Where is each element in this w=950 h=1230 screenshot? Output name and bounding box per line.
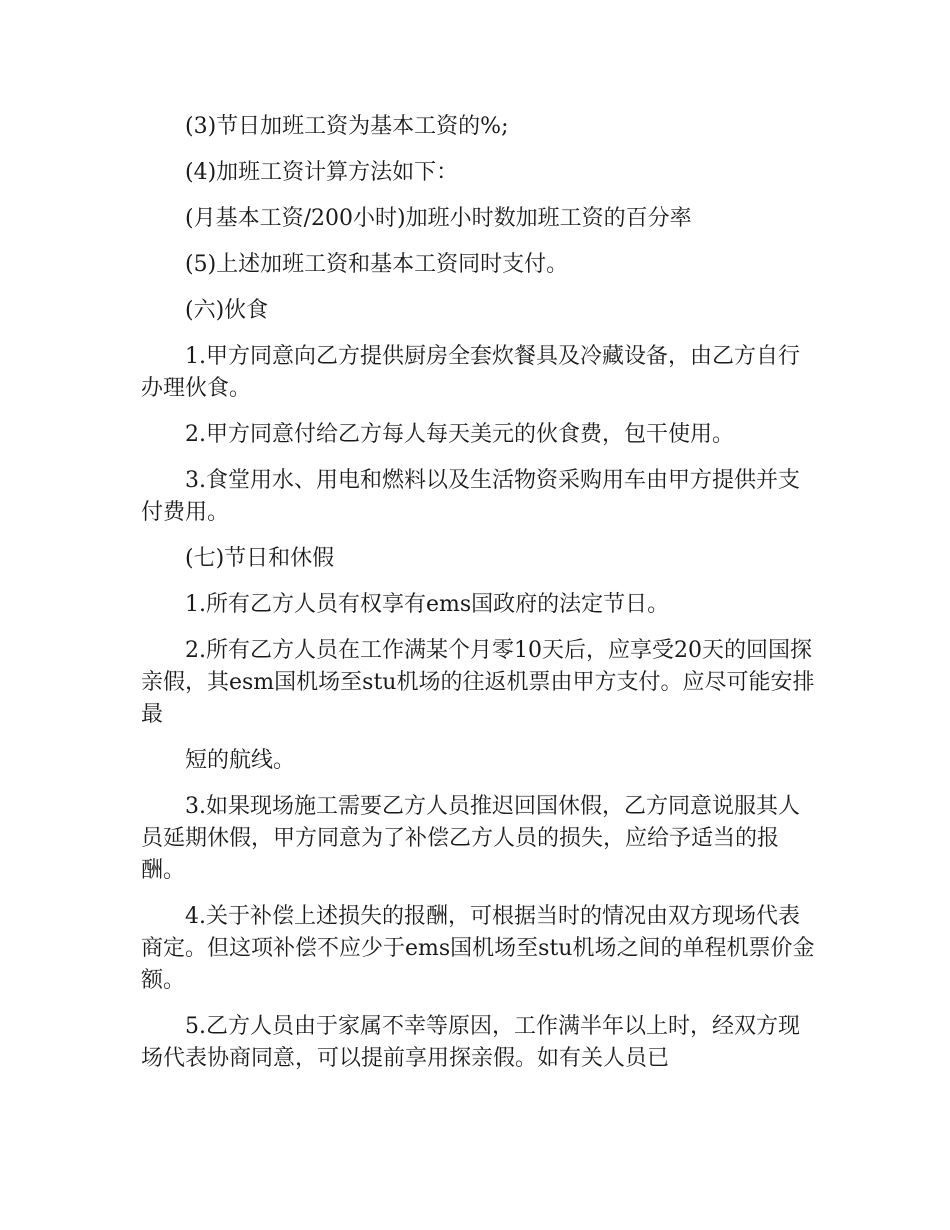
paragraph-holidays-5: 5.乙方人员由于家属不幸等原因，工作满半年以上时，经双方现场代表协商同意，可以提前享用探亲假。如有关人员已 xyxy=(141,1014,800,1071)
paragraph-holidays-2-continued: 短的航线。 xyxy=(185,748,296,773)
paragraph-overtime-formula: (月基本工资/200小时)加班小时数加班工资的百分率 xyxy=(185,206,692,231)
paragraph-holidays-4: 4.关于补偿上述损失的报酬，可根据当时的情况由双方现场代表商定。但这项补偿不应少于ems国机场至stu机场之间的单程机票价金额。 xyxy=(141,904,815,993)
paragraph-holidays-1: 1.所有乙方人员有权享有ems国政府的法定节日。 xyxy=(185,592,670,617)
paragraph-overtime-holiday: (3)节日加班工资为基本工资的%; xyxy=(185,114,509,139)
paragraph-overtime-method: (4)加班工资计算方法如下： xyxy=(185,160,459,185)
paragraph-overtime-payment: (5)上述加班工资和基本工资同时支付。 xyxy=(185,252,569,277)
paragraph-meals-1: 1.甲方同意向乙方提供厨房全套炊餐具及冷藏设备，由乙方自行办理伙食。 xyxy=(141,344,800,401)
paragraph-meals-2: 2.甲方同意付给乙方每人每天美元的伙食费，包干使用。 xyxy=(185,422,734,447)
section-heading-holidays: (七)节日和休假 xyxy=(185,546,335,571)
document-body xyxy=(141,111,821,1089)
section-heading-meals: (六)伙食 xyxy=(185,298,269,323)
paragraph-holidays-3: 3.如果现场施工需要乙方人员推迟回国休假，乙方同意说服其人员延期休假，甲方同意为了补偿乙方人员的损失，应给予适当的报酬。 xyxy=(141,794,800,883)
paragraph-meals-3: 3.食堂用水、用电和燃料以及生活物资采购用车由甲方提供并支付费用。 xyxy=(141,468,800,525)
paragraph-holidays-2: 2.所有乙方人员在工作满某个月零10天后，应享受20天的回国探亲假，其esm国机场至stu机场的往返机票由甲方支付。应尽可能安排最 xyxy=(141,638,815,727)
